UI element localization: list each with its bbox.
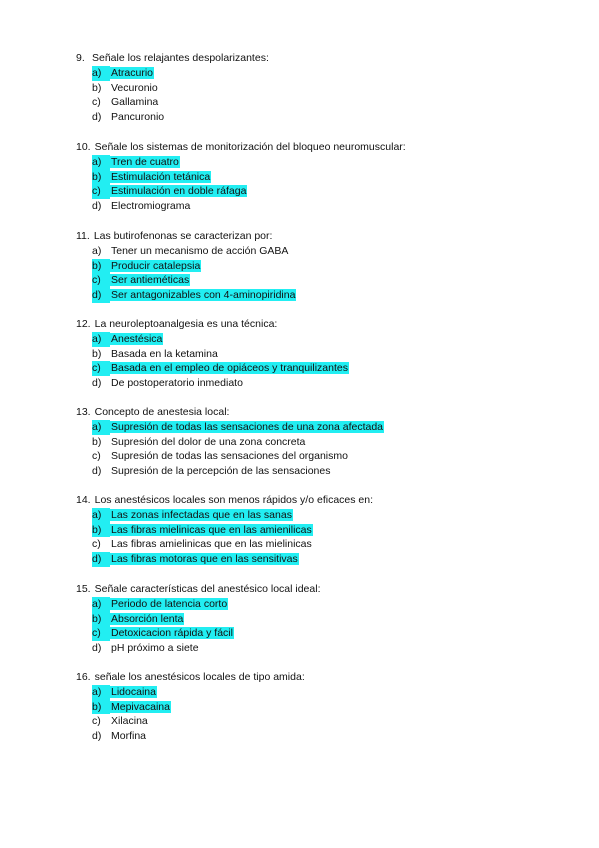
option-text-highlighted: Basada en el empleo de opiáceos y tranquilizantes [111, 362, 348, 375]
question-label: Señale los sistemas de monitorización del bloqueo neuromuscular: [94, 141, 406, 153]
answer-option [92, 110, 576, 125]
question-text [76, 405, 576, 420]
option-text-highlighted: Anestésica [111, 332, 163, 345]
question-text [76, 317, 576, 332]
answer-option [92, 552, 576, 567]
option-text: Basada en la ketamina [111, 347, 218, 360]
answer-option [92, 523, 576, 538]
question-label: Las butirofenonas se caracterizan por: [93, 230, 273, 242]
option-text-highlighted: Mepivacaina [111, 700, 170, 713]
answer-option [92, 66, 576, 81]
option-text-highlighted: Las zonas infectadas que en las sanas [111, 508, 292, 521]
option-letter: a) [92, 155, 110, 170]
answer-option [92, 259, 576, 274]
answer-option [92, 508, 576, 523]
option-letter: b) [92, 81, 102, 94]
question-block [76, 582, 576, 656]
answer-option [92, 347, 576, 362]
answer-option [92, 81, 576, 96]
answer-option [92, 612, 576, 627]
option-text-highlighted: Supresión de todas las sensaciones de una zona afectada [111, 420, 384, 433]
answer-option [92, 700, 576, 715]
answer-option [92, 641, 576, 656]
answer-option [92, 626, 576, 641]
question-number: 10. [76, 141, 91, 153]
option-letter: c) [92, 715, 101, 728]
answer-option [92, 288, 576, 303]
option-text-highlighted: Absorción lenta [111, 612, 184, 625]
question-number: 12. [76, 318, 91, 330]
question-label: Concepto de anestesia local: [94, 406, 230, 418]
option-letter: a) [92, 597, 110, 612]
question-label: señale los anestésicos locales de tipo amida: [94, 671, 305, 683]
option-letter: c) [92, 184, 110, 199]
answer-option [92, 464, 576, 479]
option-letter: a) [92, 508, 110, 523]
option-letter: b) [92, 170, 110, 185]
answer-option [92, 332, 576, 347]
question-block [76, 493, 576, 567]
option-text: De postoperatorio inmediato [111, 377, 243, 390]
answer-option [92, 729, 576, 744]
question-text [76, 582, 576, 597]
answer-option [92, 184, 576, 199]
option-text: Vecuronio [111, 81, 158, 94]
question-label: Señale características del anestésico local ideal: [94, 583, 321, 595]
option-letter: b) [92, 435, 102, 448]
option-letter: d) [92, 465, 102, 478]
question-text [76, 51, 576, 66]
question-label: Los anestésicos locales son menos rápidos y/o eficaces en: [94, 494, 374, 506]
option-text-highlighted: Tren de cuatro [111, 155, 179, 168]
option-text-highlighted: Ser antieméticas [111, 274, 190, 287]
option-text: Pancuronio [111, 111, 165, 124]
question-number: 9. [76, 52, 85, 64]
option-letter: d) [92, 200, 102, 213]
option-text-highlighted: Estimulación en doble ráfaga [111, 185, 247, 198]
option-letter: d) [92, 552, 110, 567]
question-number: 15. [76, 583, 91, 595]
option-letter: d) [92, 730, 102, 743]
answer-option [92, 244, 576, 259]
option-letter: a) [92, 685, 110, 700]
question-text [76, 140, 576, 155]
answer-option [92, 361, 576, 376]
option-text-highlighted: Lidocaina [111, 685, 156, 698]
question-block [76, 317, 576, 391]
option-letter: b) [92, 700, 110, 715]
question-block [76, 51, 576, 125]
answer-option [92, 449, 576, 464]
option-text: Las fibras amielinicas que en las mielinicas [111, 538, 312, 551]
question-number: 14. [76, 494, 91, 506]
option-letter: d) [92, 377, 102, 390]
question-block [76, 670, 576, 744]
answer-option [92, 199, 576, 214]
answer-option [92, 537, 576, 552]
option-text-highlighted: Ser antagonizables con 4-aminopiridina [111, 289, 296, 302]
answer-option [92, 597, 576, 612]
option-letter: d) [92, 288, 110, 303]
option-text: Morfina [111, 730, 147, 743]
option-text: Gallamina [111, 96, 159, 109]
option-text: Tener un mecanismo de acción GABA [111, 244, 289, 257]
question-block [76, 140, 576, 214]
option-letter: b) [92, 259, 110, 274]
answer-option [92, 95, 576, 110]
answer-option [92, 376, 576, 391]
option-letter: d) [92, 111, 102, 124]
option-text-highlighted: Detoxicacion rápida y fácil [111, 627, 233, 640]
option-letter: b) [92, 523, 110, 538]
option-text-highlighted: Las fibras mielinicas que en las amienilicas [111, 523, 312, 536]
option-text-highlighted: Producir catalepsia [111, 259, 201, 272]
question-number: 13. [76, 406, 91, 418]
question-label: Señale los relajantes despolarizantes: [92, 52, 269, 64]
option-text: Electromiograma [111, 200, 191, 213]
question-number: 11. [76, 230, 90, 242]
answer-option [92, 155, 576, 170]
answer-option [92, 435, 576, 450]
option-text-highlighted: Estimulación tetánica [111, 170, 211, 183]
option-text: pH próximo a siete [111, 642, 199, 655]
option-text-highlighted: Las fibras motoras que en las sensitivas [111, 553, 298, 566]
question-text [76, 670, 576, 685]
option-letter: a) [92, 66, 110, 81]
question-text [76, 229, 576, 244]
question-label: La neuroleptoanalgesia es una técnica: [94, 318, 278, 330]
question-block [76, 405, 576, 479]
option-letter: c) [92, 626, 110, 641]
option-text-highlighted: Periodo de latencia corto [111, 597, 228, 610]
option-letter: c) [92, 538, 101, 551]
answer-option [92, 685, 576, 700]
option-text: Xilacina [111, 715, 148, 728]
option-letter: a) [92, 244, 102, 257]
option-letter: c) [92, 450, 101, 463]
option-letter: c) [92, 273, 110, 288]
question-block [76, 229, 576, 303]
option-letter: b) [92, 347, 102, 360]
option-letter: a) [92, 420, 110, 435]
option-text: Supresión de todas las sensaciones del organismo [111, 450, 348, 463]
option-text: Supresión del dolor de una zona concreta [111, 435, 306, 448]
answer-option [92, 420, 576, 435]
option-letter: c) [92, 96, 101, 109]
option-text: Supresión de la percepción de las sensaciones [111, 465, 331, 478]
answer-option [92, 714, 576, 729]
question-number: 16. [76, 671, 91, 683]
option-letter: a) [92, 332, 110, 347]
option-text-highlighted: Atracurio [111, 66, 154, 79]
answer-option [92, 170, 576, 185]
answer-option [92, 273, 576, 288]
option-letter: b) [92, 612, 110, 627]
option-letter: d) [92, 642, 102, 655]
question-text [76, 493, 576, 508]
option-letter: c) [92, 361, 110, 376]
